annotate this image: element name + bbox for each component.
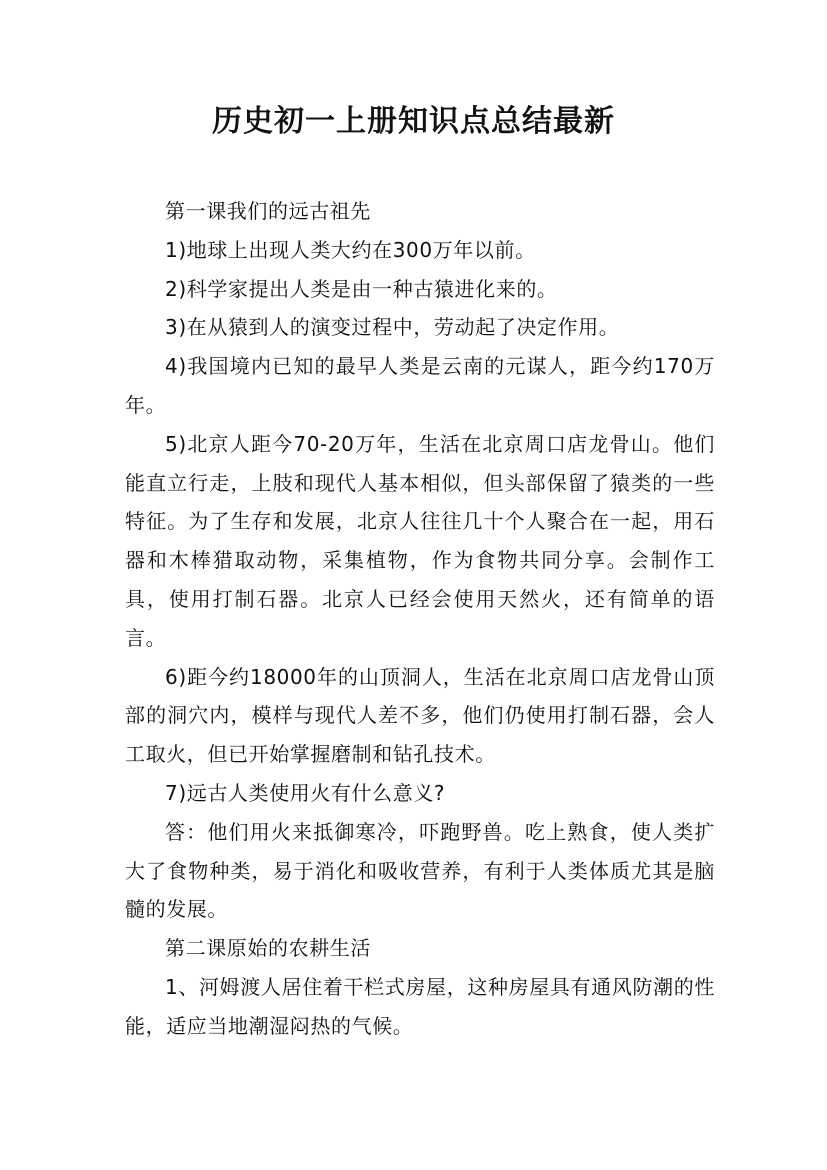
paragraph: 1)地球上出现人类大约在300万年以前。 [165, 237, 536, 262]
paragraph: 1、河姆渡人居住着干栏式房屋，这种房屋具有通风防潮的性能，适应当地潮湿闷热的气候。 [125, 974, 715, 1038]
paragraph: 5)北京人距今70-20万年，生活在北京周口店龙骨山。他们能直立行走，上肢和现代人基本相似，但头部保留了猿类的一些特征。为了生存和发展，北京人往往几十个人聚合在一起，用石器和木棒猎取动物，采集植物，作为食物共同分享。会制作工具，使用打制石器。北京人已经会使用天然火，还有简单的语言。 [125, 431, 715, 650]
paragraph: 答：他们用火来抵御寒冷，吓跑野兽。吃上熟食，使人类扩大了食物种类，易于消化和吸收营养，有利于人类体质尤其是脑髓的发展。 [125, 819, 715, 922]
document-title: 历史初一上册知识点总结最新 [212, 104, 615, 139]
paragraph: 3)在从猿到人的演变过程中，劳动起了决定作用。 [165, 315, 620, 340]
lesson-heading: 第二课原始的农耕生活 [165, 936, 371, 961]
paragraph: 6)距今约18000年的山顶洞人，生活在北京周口店龙骨山顶部的洞穴内，模样与现代人差不多，他们仍使用打制石器，会人工取火，但已开始掌握磨制和钻孔技术。 [125, 664, 715, 767]
lesson-heading: 第一课我们的远古祖先 [165, 199, 371, 223]
document-body [125, 192, 715, 1046]
paragraph: 4)我国境内已知的最早人类是云南的元谋人，距今约170万年。 [125, 354, 715, 417]
paragraph: 2)科学家提出人类是由一种古猿进化来的。 [165, 276, 558, 301]
paragraph: 7)远古人类使用火有什么意义? [165, 780, 446, 805]
